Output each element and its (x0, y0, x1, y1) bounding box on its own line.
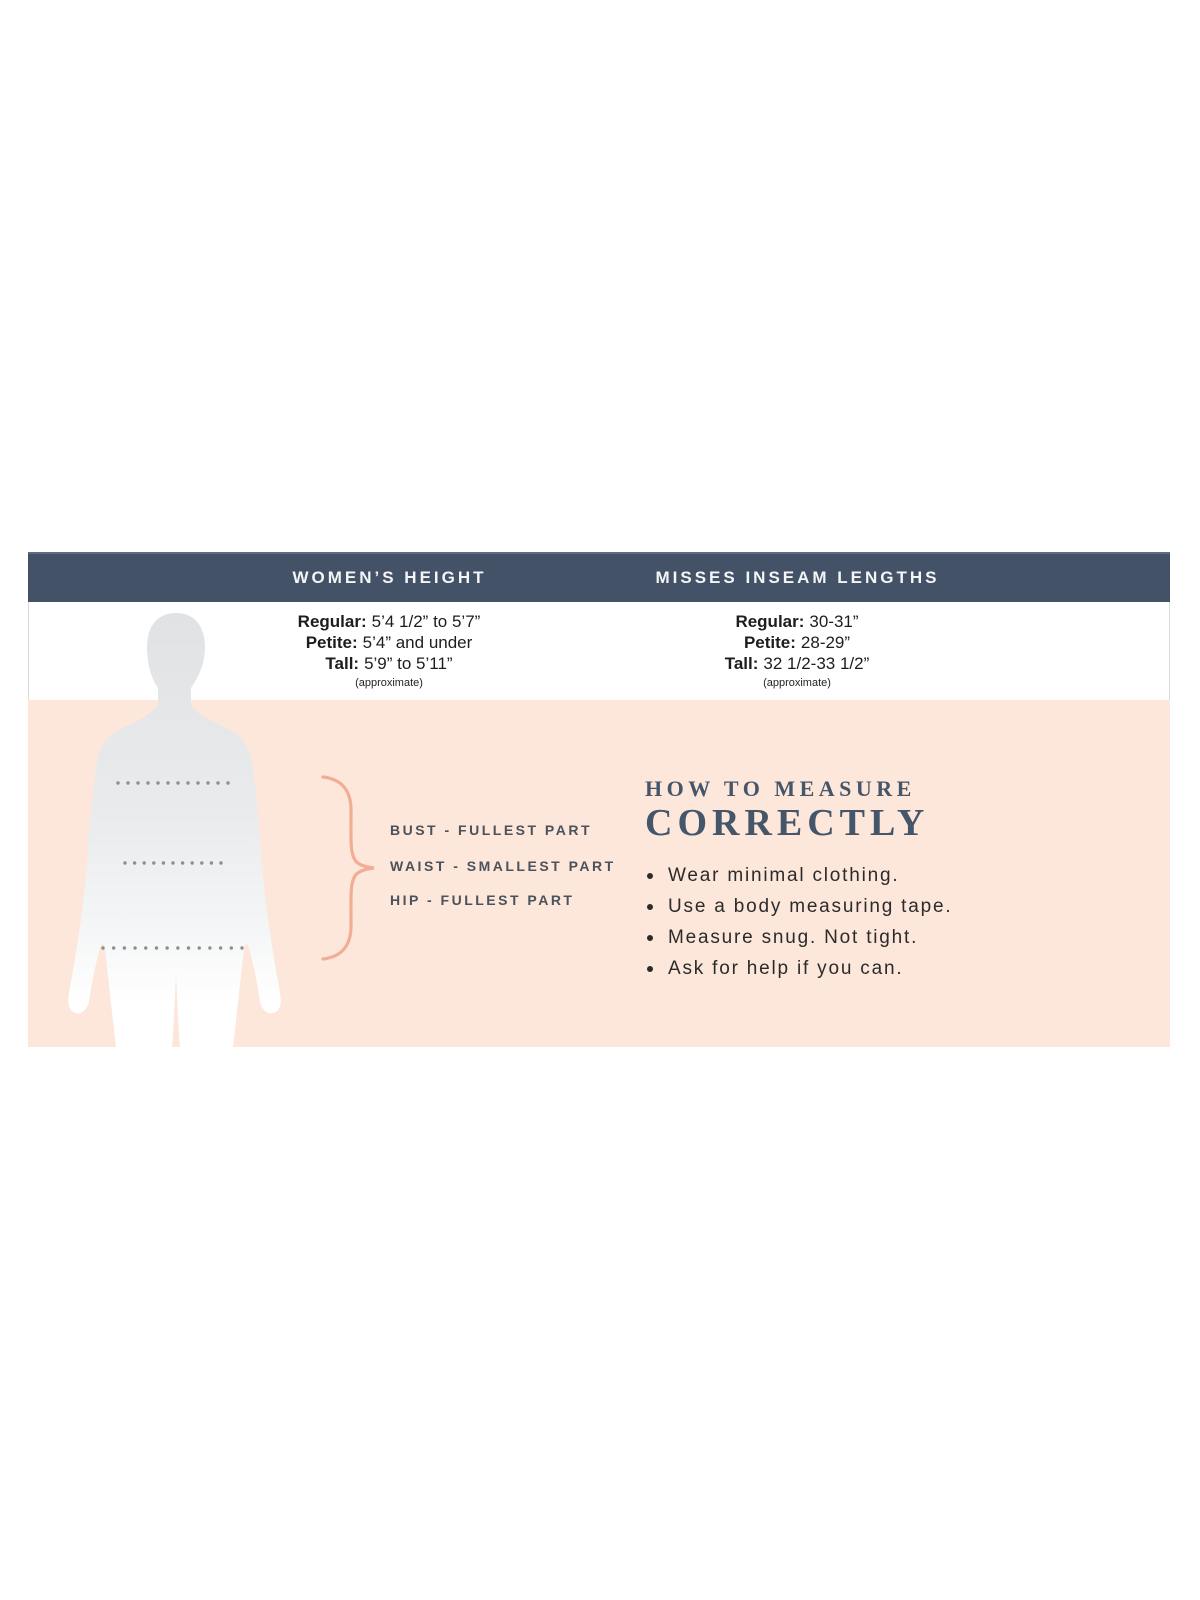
approximate-footnote: (approximate) (355, 677, 423, 689)
bullet-dot-icon (647, 935, 653, 941)
row-label: Regular: (735, 612, 805, 631)
row-value: 28-29” (800, 633, 851, 652)
how-to-measure-line2: CORRECTLY (645, 802, 930, 844)
height-row-tall (159, 653, 619, 674)
height-row-petite (159, 632, 619, 653)
row-label: Tall: (724, 654, 759, 673)
how-to-measure-line1: HOW TO MEASURE (645, 776, 916, 801)
inseam-row-petite (565, 632, 1029, 653)
row-value: 5’4” and under (362, 633, 473, 652)
inseam-row-regular (565, 611, 1029, 632)
measurement-brace-icon (28, 700, 448, 1000)
misses-inseam-info (565, 611, 1029, 690)
bullet-dot-icon (647, 904, 653, 910)
size-guide-band (28, 552, 1170, 1047)
list-item (647, 953, 952, 984)
approximate-footnote: (approximate) (763, 677, 831, 689)
list-item (647, 860, 952, 891)
misses-inseam-header: MISSES INSEAM LENGTHS (655, 568, 940, 587)
tip-text: Ask for help if you can. (668, 957, 904, 979)
height-inseam-info-strip (28, 602, 1170, 700)
height-row-regular (159, 611, 619, 632)
list-item (647, 891, 952, 922)
measuring-tips-list (647, 860, 952, 984)
misses-inseam-header-cell (564, 554, 1028, 602)
hip-label: HIP - FULLEST PART (390, 892, 575, 908)
tip-text: Use a body measuring tape. (668, 895, 953, 917)
inseam-row-tall (565, 653, 1029, 674)
bust-label: BUST - FULLEST PART (390, 822, 593, 838)
womens-height-header-cell (158, 554, 618, 602)
tip-text: Measure snug. Not tight. (668, 926, 919, 948)
how-to-measure-title (645, 776, 929, 844)
row-value: 5’4 1/2” to 5’7” (371, 612, 481, 631)
bullet-dot-icon (647, 873, 653, 879)
row-value: 30-31” (809, 612, 859, 631)
tip-text: Wear minimal clothing. (668, 864, 900, 886)
womens-height-info (159, 611, 619, 690)
row-value: 32 1/2-33 1/2” (763, 654, 870, 673)
row-label: Petite: (305, 633, 358, 652)
row-value: 5’9” to 5’11” (364, 654, 453, 673)
row-label: Regular: (297, 612, 367, 631)
row-label: Petite: (743, 633, 796, 652)
waist-label: WAIST - SMALLEST PART (390, 858, 616, 874)
list-item (647, 922, 952, 953)
bullet-dot-icon (647, 966, 653, 972)
row-label: Tall: (325, 654, 360, 673)
how-to-measure-panel (28, 700, 1170, 1047)
table-header-bar (28, 552, 1170, 602)
womens-height-header: WOMEN’S HEIGHT (292, 568, 487, 587)
